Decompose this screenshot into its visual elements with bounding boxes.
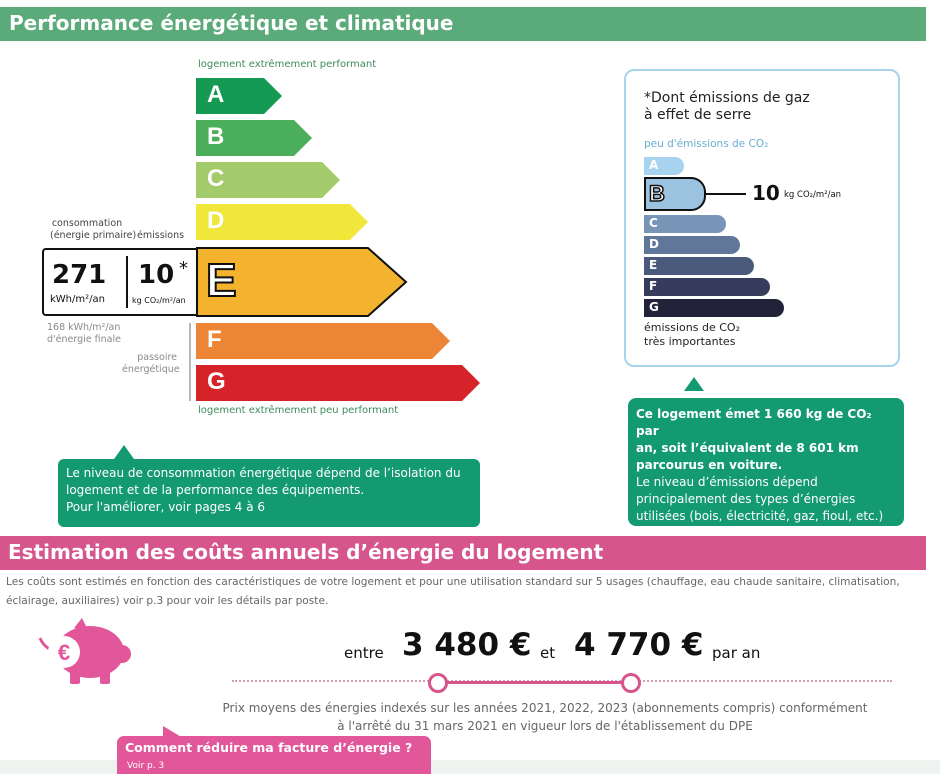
consumption-header [50,218,136,242]
value-separator [126,256,128,308]
ges-top-label: peu d'émissions de CO₂ [644,138,769,150]
ges-bar-d [644,236,740,254]
cost-low-value: 3 480 € [402,627,532,663]
ges-letter-b: B [649,181,665,206]
reduce-bill-link[interactable] [117,736,431,774]
passoire-line1: passoire [137,352,177,363]
ges-bottom-label [644,321,740,349]
cost-and-label: et [540,644,556,662]
dpe-letter-b: B [207,123,225,150]
callout-right-line3: parcourus en voiture. [636,458,783,472]
ges-panel [624,69,900,367]
reduce-bill-title: Comment réduire ma facture d’énergie ? [125,740,413,755]
callout-consumption [58,459,480,527]
ges-title-line2: à effet de serre [644,107,752,123]
cost-high-value: 4 770 € [574,627,704,663]
emissions-star: * [179,258,188,279]
emissions-value: 10 [138,260,175,290]
dpe-bar-g [196,365,482,401]
cost-per-year-label: par an [712,644,761,662]
ges-bar-a [644,157,684,175]
ges-title-line1: *Dont émissions de gaz [644,90,810,106]
dpe-bar-a [196,78,284,114]
callout-right-line4: Le niveau d’émissions dépend [636,475,818,489]
ges-title [644,90,864,124]
piggy-bank-euro-icon [34,618,140,686]
ges-bottom-line2: très importantes [644,335,736,348]
emissions-unit: kg CO₂/m²/an [132,296,186,305]
ges-bar-e [644,257,754,275]
dpe-letter-a: A [207,81,225,108]
callout-right-line1: Ce logement émet 1 660 kg de CO₂ par [636,407,872,438]
final-energy-line2: d'énergie finale [47,334,121,345]
cost-note-line1: Prix moyens des énergies indexés sur les années 2021, 2022, 2023 (abonnements compris) conformément [222,701,868,715]
dpe-value-box [42,248,200,316]
passoire-line2: énergétique [122,364,180,375]
ges-bottom-line1: émissions de CO₂ [644,321,740,334]
cost-intro [6,573,932,611]
cost-range-fill [441,681,625,684]
consumption-header-line2: (énergie primaire) [50,230,137,241]
dpe-bar-c [196,162,342,198]
top-performance-label: logement extrêmement performant [198,59,377,70]
ges-letter-c: C [649,216,658,230]
callout-right-pointer [684,377,704,391]
bottom-performance-label: logement extrêmement peu performant [198,405,399,416]
callout-right-line6: utilisées (bois, électricité, gaz, fioul, etc.) [636,509,884,523]
cost-note-line2: à l'arrêté du 31 mars 2021 en vigueur lors de l'établissement du DPE [337,719,753,733]
callout-right-line2: an, soit l’équivalent de 8 601 km [636,441,859,455]
dpe-bar-d [196,204,370,240]
passoire-label [122,352,180,376]
energy-section-title: Performance énergétique et climatique [9,11,454,35]
cost-range-high-marker [621,673,641,693]
cost-intro-line1: Les coûts sont estimés en fonction des caractéristiques de votre logement et pour une utilisation standard sur 5 usages (chauffage, eau chaude sanitaire, climatisation, [6,576,900,588]
callout-left-line1: Le niveau de consommation énergétique dépend de l’isolation du [66,466,461,480]
ges-letter-g: G [649,300,659,314]
consumption-unit: kWh/m²/an [50,294,105,305]
passoire-bracket [189,323,191,401]
callout-left-pointer [114,445,134,459]
cost-intro-line2: éclairage, auxiliaires) voir p.3 pour voir les détails par poste. [6,595,329,607]
ges-letter-a: A [649,158,659,172]
ges-value-pointer [706,193,746,195]
cost-price-note [200,699,890,735]
dpe-letter-g: G [207,368,226,395]
cost-range-low-marker [428,673,448,693]
callout-left-line2: logement et de la performance des équipements. [66,483,365,497]
ges-bar-f [644,278,770,296]
ges-letter-e: E [649,258,658,272]
dpe-letter-c: C [207,165,225,192]
cost-section-header [0,536,926,570]
dpe-letter-f: F [207,326,222,353]
dpe-bar-b [196,120,314,156]
ges-bar-g [644,299,784,317]
final-energy-label [47,322,121,346]
ges-letter-f: F [649,279,658,293]
cost-between-label: entre [344,644,384,662]
ges-value: 10 [752,181,780,205]
callout-emissions [628,398,904,526]
ges-bar-c [644,215,726,233]
svg-text:€: € [57,640,71,665]
callout-right-line5: principalement des types d’énergies [636,492,856,506]
consumption-header-line1: consommation [51,218,123,229]
dpe-letter-d: D [207,207,225,234]
ges-letter-d: D [649,237,659,251]
emissions-header: émissions [137,230,185,241]
dpe-letter-e: E [206,254,237,306]
cost-section-title: Estimation des coûts annuels d’énergie du logement [8,540,604,564]
dpe-bar-f [196,323,452,359]
final-energy-line1: 168 kWh/m²/an [47,322,121,333]
energy-section-header [0,7,926,41]
ges-unit: kg CO₂/m²/an [784,190,842,200]
callout-left-line3: Pour l'améliorer, voir pages 4 à 6 [66,500,266,514]
consumption-value: 271 [52,260,107,290]
ges-bar-b-current [644,177,706,211]
reduce-bill-see-page: Voir p. 3 [127,761,165,771]
dpe-bar-e-current [196,247,411,317]
